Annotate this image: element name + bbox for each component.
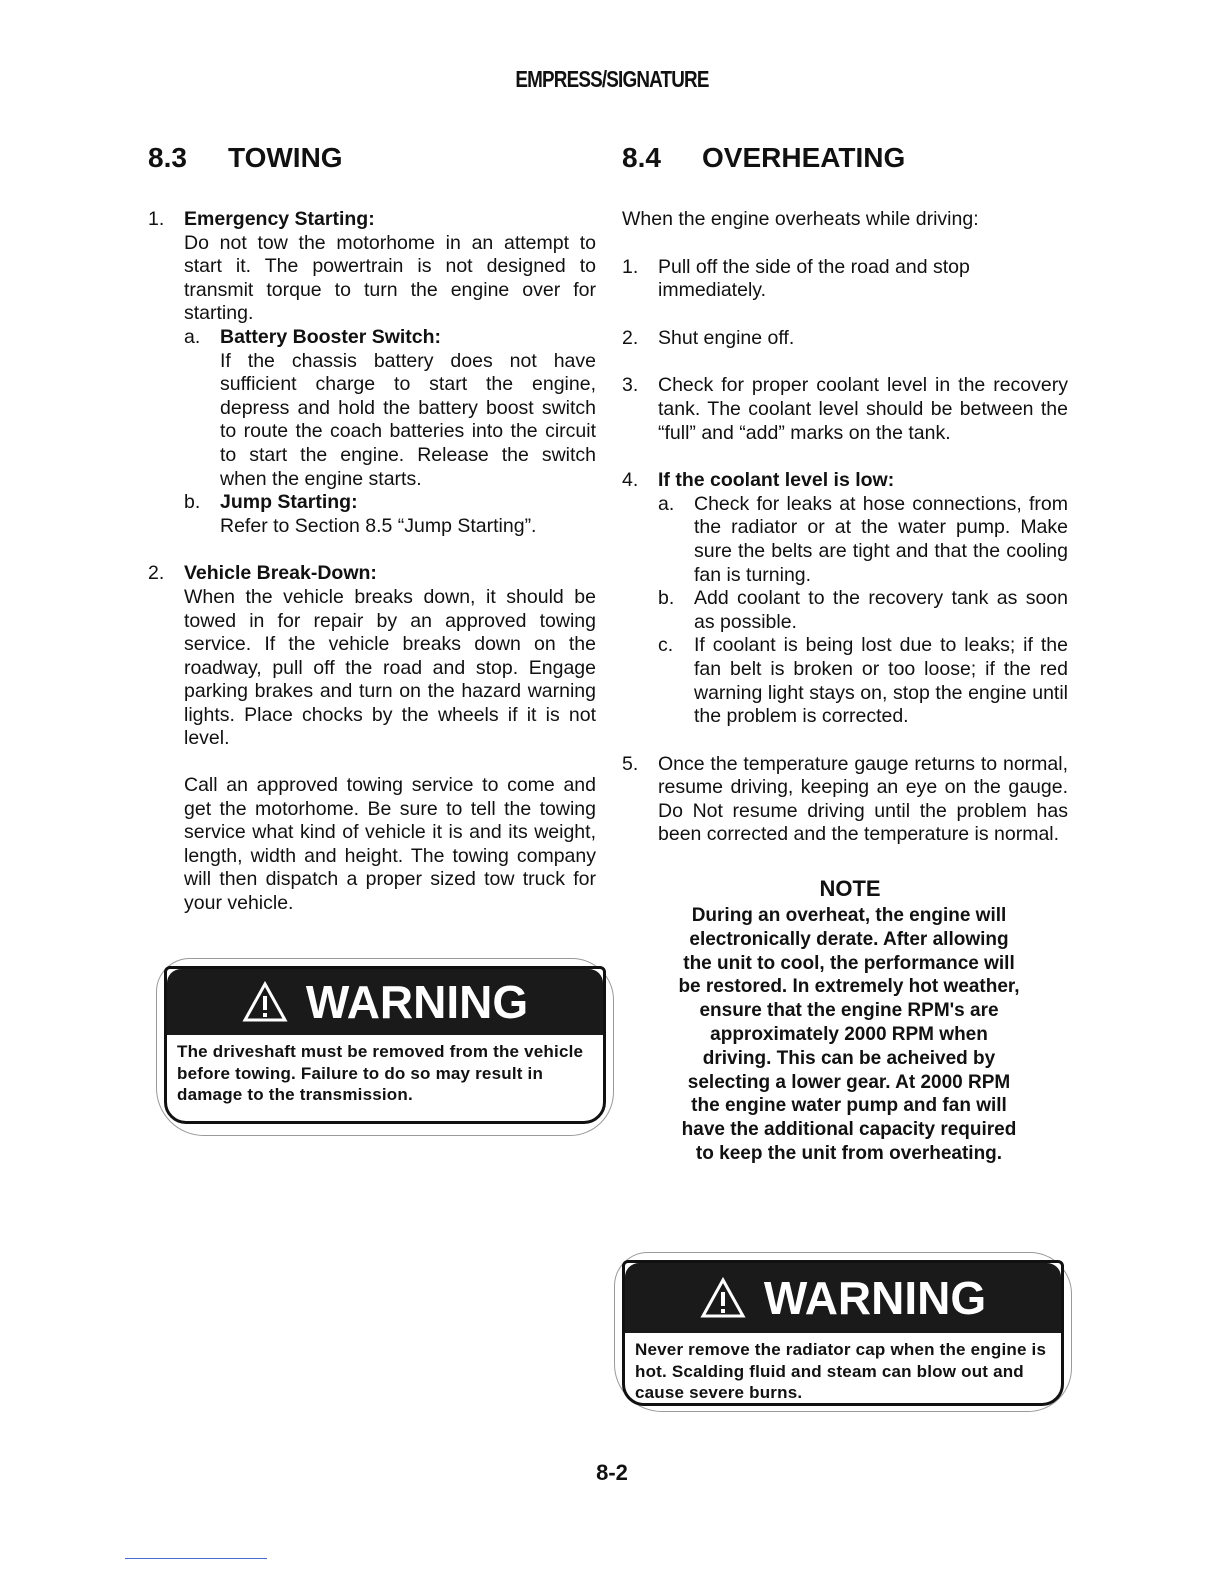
sub-item-text: Refer to Section 8.5 “Jump Starting”. — [220, 514, 537, 537]
warning-label-driveshaft — [156, 958, 614, 1136]
sub-item-label: Jump Starting: — [220, 491, 358, 514]
overheating-column — [622, 208, 1068, 847]
sub-item — [184, 326, 596, 491]
sub-item — [658, 634, 1068, 728]
sub-item-letter: a. — [658, 492, 675, 515]
warning-panel — [164, 966, 606, 1124]
warning-triangle-icon — [700, 1277, 746, 1319]
warning-triangle-icon — [242, 981, 288, 1023]
item-text: When the vehicle breaks down, it should be towed in for repair by an approved towing service. If the vehicle breaks down on the roadway, pull off the road and stop. Engage parking brakes and turn on the hazard warning lights. Place chocks by the wheels if it is not level. — [184, 585, 596, 750]
item-number: 1. — [148, 208, 165, 230]
list-item — [622, 753, 1068, 847]
warning-text: The driveshaft must be removed from the vehicle before towing. Failure to do so may result in damage to the transmission. — [177, 1042, 584, 1104]
sub-item-letter: a. — [184, 325, 201, 348]
list-item — [622, 327, 1068, 351]
warning-banner — [167, 969, 603, 1035]
section-title-overheating — [622, 142, 905, 174]
item-number: 5. — [622, 752, 639, 775]
footnote-rule — [125, 1558, 267, 1559]
sub-item-text: Check for leaks at hose connections, from the radiator or at the water pump. Make sure the belts are tight and that the cooling fan is turning. — [694, 492, 1068, 586]
warning-banner — [625, 1263, 1061, 1333]
section-number: 8.4 — [622, 142, 661, 173]
item-text: Once the temperature gauge returns to normal, resume driving, keeping an eye on the gauge. Do Not resume driving until the problem has been corrected and the temperature is normal. — [658, 752, 1068, 846]
item-text: Check for proper coolant level in the recovery tank. The coolant level should be between the “full” and “add” marks on the tank. — [658, 374, 1068, 444]
section-title-text: TOWING — [228, 142, 343, 173]
sub-item — [184, 491, 596, 538]
item-number: 1. — [622, 255, 639, 278]
note-text: During an overheat, the engine will electronically derate. After allowing the unit to cool, the performance will be restored. In extremely hot weather, ensure that the engine RPM's are approximately 2000 RPM when driving. This can be acheived by selecting a lower gear. At 2000 RPM the engine water pump and fan will have the additional capacity required to keep the unit from overheating. — [678, 905, 1020, 1164]
warning-text: Never remove the radiator cap when the engine is hot. Scalding fluid and steam can blow out and cause severe burns. — [635, 1340, 1047, 1402]
item-number: 2. — [148, 562, 165, 585]
warning-title: WARNING — [305, 976, 529, 1028]
sub-item-label: Battery Booster Switch: — [220, 325, 442, 348]
list-item — [622, 469, 1068, 729]
sub-item-letter: b. — [184, 491, 201, 514]
item-number: 4. — [622, 469, 639, 492]
item-text: Shut engine off. — [658, 326, 795, 349]
item-text: Pull off the side of the road and stop immediately. — [658, 255, 970, 302]
sub-item-text: If coolant is being lost due to leaks; if the fan belt is broken or too loose; if the red warning light stays on, stop the engine until the problem is corrected. — [694, 634, 1068, 728]
note-title: NOTE — [819, 876, 881, 901]
list-item — [622, 374, 1068, 445]
item-number: 2. — [622, 326, 639, 349]
list-item — [148, 562, 596, 915]
sub-item — [658, 587, 1068, 634]
item-label: If the coolant level is low: — [658, 469, 895, 492]
item-label: Emergency Starting: — [184, 208, 375, 230]
warning-panel — [622, 1260, 1064, 1406]
item-text-2: Call an approved towing service to come and get the motorhome. Be sure to tell the towing service what kind of vehicle it is and its weight, length, width and height. The towing company will then dispatch a proper sized tow truck for your vehicle. — [184, 774, 596, 915]
section-number: 8.3 — [148, 142, 187, 173]
warning-title: WARNING — [763, 1272, 987, 1324]
towing-column — [148, 208, 596, 916]
item-text: Do not tow the motorhome in an attempt to start it. The powertrain is not designed to transmit torque to turn the engine over for starting. — [184, 231, 596, 325]
item-number: 3. — [622, 374, 639, 397]
page-number: 8-2 — [596, 1460, 628, 1485]
page-header: EMPRESS/SIGNATURE — [515, 66, 709, 92]
sub-item — [658, 493, 1068, 587]
sub-item-letter: b. — [658, 587, 675, 610]
list-item — [622, 256, 1068, 303]
sub-item-text: Add coolant to the recovery tank as soon as possible. — [694, 587, 1068, 633]
intro-text: When the engine overheats while driving: — [622, 208, 979, 230]
sub-item-text: If the chassis battery does not have sufficient charge to start the engine, depress and hold the battery boost switch to route the coach batteries into the circuit to start the engine. Release the switch when the engine starts. — [220, 349, 596, 490]
section-title-towing — [148, 142, 343, 174]
sub-item-letter: c. — [658, 634, 674, 657]
item-label: Vehicle Break-Down: — [184, 562, 377, 585]
list-item — [148, 208, 596, 538]
warning-label-radiator — [614, 1252, 1072, 1412]
section-title-text: OVERHEATING — [702, 142, 906, 173]
